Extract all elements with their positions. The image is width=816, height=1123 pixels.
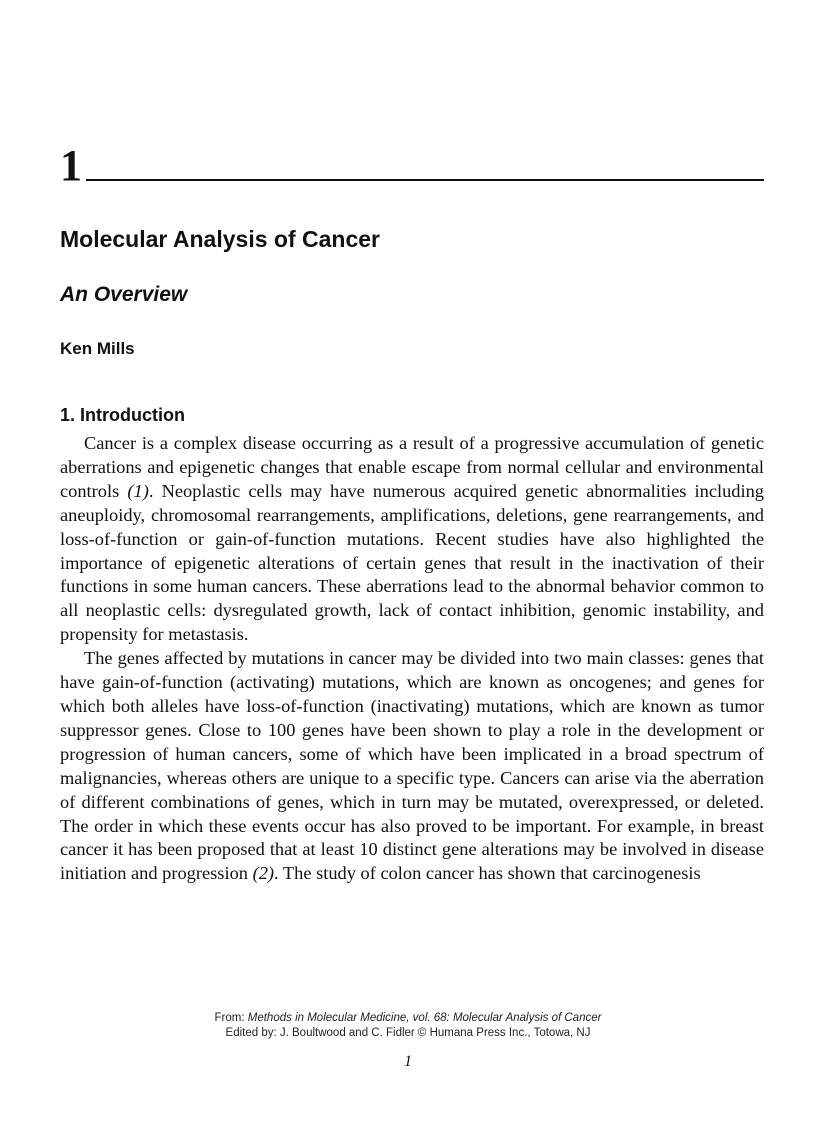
chapter-rule — [86, 179, 764, 181]
page-number: 1 — [404, 1053, 412, 1070]
text-run: Cancer is a complex disease occurring as a result of a progressive accumulation of genetic aberrations and epigenetic changes that enable escape from normal cellular and environmental controls — [60, 433, 764, 501]
footnote-source: Methods in Molecular Medicine, vol. 68: Molecular Analysis of Cancer — [247, 1012, 602, 1024]
chapter-number: 1 — [60, 141, 82, 190]
citation-ref: (2) — [252, 863, 275, 884]
section-heading: 1. Introduction — [60, 405, 185, 425]
footnote-from-label: From: — [214, 1012, 248, 1024]
text-run: . The study of colon cancer has shown that carcinogenesis — [274, 863, 701, 884]
source-footnote — [0, 1011, 816, 1041]
text-run: The genes affected by mutations in cancer may be divided into two main classes: genes that have gain-of-function (activating) mutations, which are known as oncogenes; and genes for which both alleles have loss-of-function (inactivating) mutations, which are known as tumor suppressor genes. Close to 100 genes have been shown to play a role in the development or progression of human cancers, some of which have been implicated in a broad spectrum of malignancies, whereas others are unique to a specific type. Cancers can arise via the aberration of different combinations of genes, which in turn may be mutated, overexpressed, or deleted. The order in which these events occur has also proved to be important. For example, in breast cancer it has been proposed that at least 10 distinct gene alterations may be involved in disease initiation and progression — [60, 648, 764, 884]
body-text — [60, 432, 764, 886]
chapter-title: Molecular Analysis of Cancer — [60, 226, 380, 252]
text-run: . Neoplastic cells may have numerous acquired genetic abnormalities including aneuploidy, chromosomal rearrangements, amplifications, deletions, gene rearrangements, and loss-of-function or gain-of-function mutations. Recent studies have also highlighted the importance of epigenetic alterations of certain genes that result in the inactivation of their functions in some human cancers. These aberrations lead to the abnormal behavior common to all neoplastic cells: dysregulated growth, lack of contact inhibition, genomic instability, and propensity for metastasis. — [60, 480, 764, 645]
author-name: Ken Mills — [60, 339, 135, 358]
footnote-source-line — [0, 1011, 816, 1026]
citation-ref: (1) — [127, 480, 149, 501]
footnote-edited-line: Edited by: J. Boultwood and C. Fidler © Humana Press Inc., Totowa, NJ — [225, 1027, 591, 1039]
chapter-subtitle: An Overview — [60, 283, 188, 306]
paragraph — [60, 647, 764, 886]
paragraph — [60, 432, 764, 647]
